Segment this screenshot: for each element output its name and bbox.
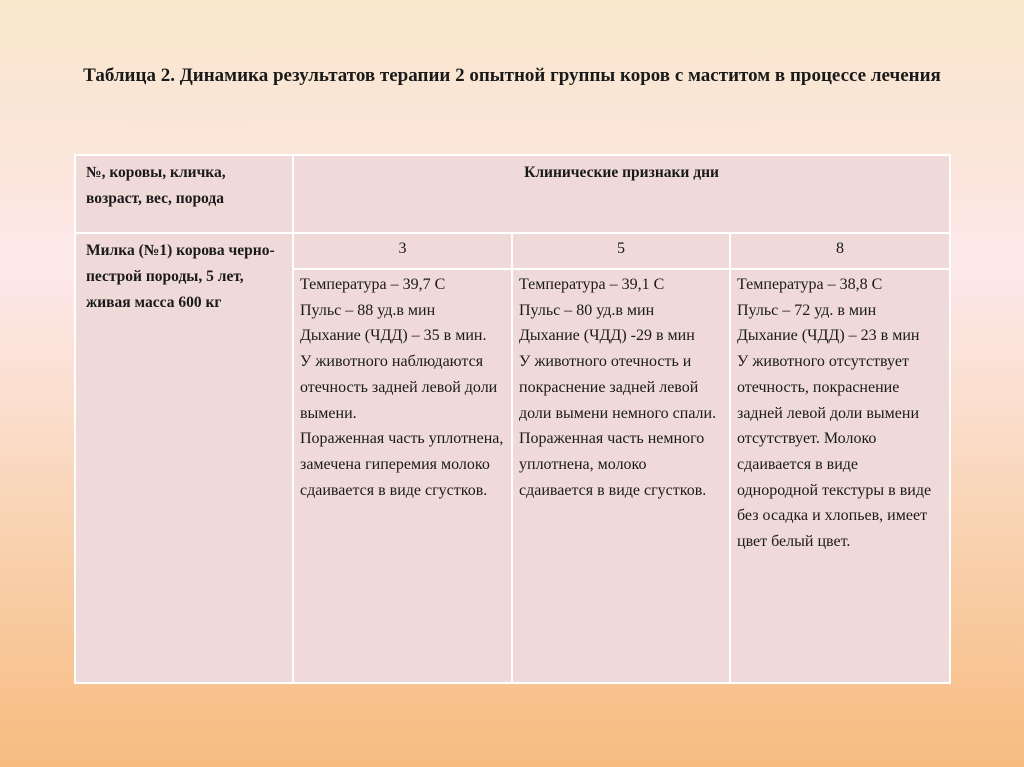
day-3-cell: Температура – 39,7 С Пульс – 88 уд.в мин Дыхание (ЧДД) – 35 в мин. У животного наблюдаются отечность задней левой доли вымени. Пораженная часть уплотнена, замечена гиперемия молоко сдаивается в виде сгустков. bbox=[293, 269, 512, 683]
clinical-signs-header: Клинические признаки дни bbox=[293, 155, 950, 233]
slide-title: Таблица 2. Динамика результатов терапии 2 опытной группы коров с маститом в процессе лечения bbox=[83, 65, 941, 86]
therapy-table bbox=[74, 154, 951, 684]
cow-description: Милка (№1) корова черно-пестрой породы, 5 лет, живая масса 600 кг bbox=[75, 233, 293, 683]
day-header: 3 bbox=[293, 233, 512, 269]
days-row bbox=[75, 233, 950, 269]
day-header: 5 bbox=[512, 233, 730, 269]
day-8-cell: Температура – 38,8 С Пульс – 72 уд. в мин Дыхание (ЧДД) – 23 в мин У животного отсутствует отечность, покраснение задней левой доли вымени отсутствует. Молоко сдаивается в виде однородной текстуры в виде без осадка и хлопьев, имеет цвет белый цвет. bbox=[730, 269, 950, 683]
cow-info-header: №, коровы, кличка, возраст, вес, порода bbox=[75, 155, 293, 233]
table-header-row bbox=[75, 155, 950, 233]
day-header: 8 bbox=[730, 233, 950, 269]
day-5-cell: Температура – 39,1 С Пульс – 80 уд.в мин Дыхание (ЧДД) -29 в мин У животного отечность и покраснение задней левой доли вымени немного спали. Пораженная часть немного уплотнена, молоко сдаивается в виде сгустков. bbox=[512, 269, 730, 683]
